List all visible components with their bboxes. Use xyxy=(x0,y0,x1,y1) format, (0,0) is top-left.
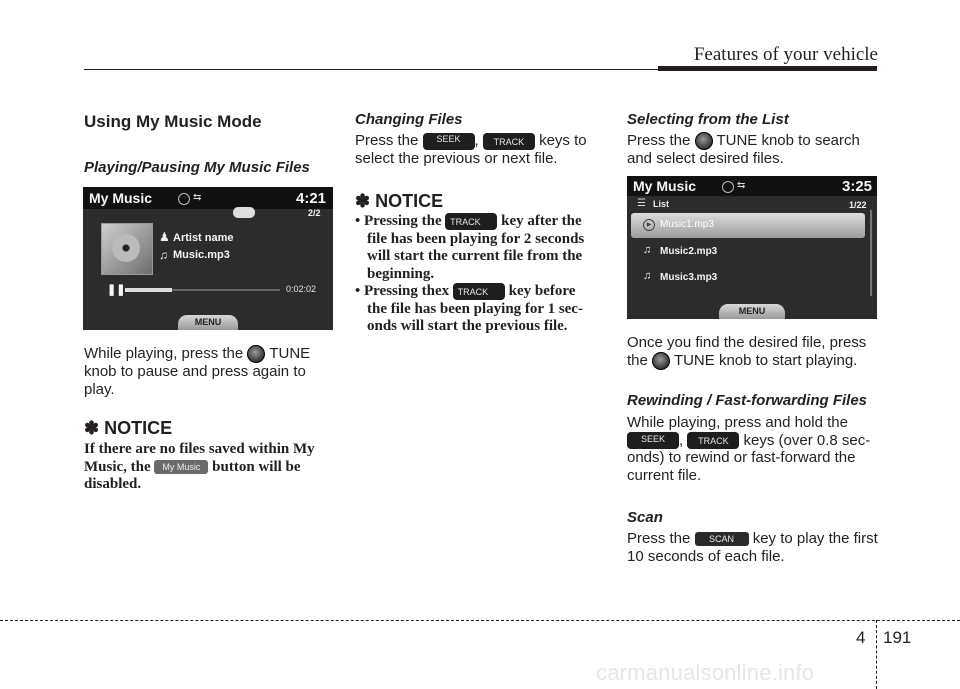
notice-title: ✽ NOTICE xyxy=(355,191,444,211)
artist-name: Artist name xyxy=(173,232,234,244)
text-fragment: 10 seconds of each file. xyxy=(627,547,785,565)
my-music-key-icon: My Music xyxy=(154,460,208,474)
person-icon: ♟ xyxy=(159,230,170,244)
disc-icon xyxy=(178,193,190,205)
subheading-scan: Scan xyxy=(627,509,663,526)
screen-title: My Music xyxy=(633,178,697,194)
track-counter: 2/2 xyxy=(308,208,321,218)
usb-icon: ⇆ xyxy=(737,180,746,191)
selecting-text xyxy=(627,132,879,168)
my-music-list-screen xyxy=(627,176,877,319)
text-fragment: Press the xyxy=(355,132,419,149)
tune-knob-icon xyxy=(652,352,670,370)
scan-key-icon: SCAN xyxy=(695,532,749,546)
list-item xyxy=(355,283,607,336)
text-fragment: beginning. xyxy=(367,265,435,282)
key-label: TRACK xyxy=(450,217,481,228)
list-item-label[interactable]: Music2.mp3 xyxy=(660,246,718,257)
notice-bullets xyxy=(355,213,607,336)
scrollbar[interactable] xyxy=(870,210,872,296)
watermark: carmanualsonline.info xyxy=(596,660,815,685)
list-item xyxy=(355,213,607,283)
section-heading: Using My Music Mode xyxy=(84,112,262,131)
text-fragment: button will be xyxy=(212,458,301,475)
key-label: TRACK xyxy=(457,287,489,298)
key-label: SEEK xyxy=(436,134,461,145)
seek-key-icon xyxy=(423,133,475,150)
key-label: TRACK xyxy=(493,136,525,147)
text-fragment: current file. xyxy=(627,466,702,484)
text-fragment: keys to xyxy=(539,132,587,149)
text-fragment: onds) to rewind or fast-forward the xyxy=(627,449,856,467)
changing-files-text xyxy=(355,132,607,167)
text-fragment: Press the xyxy=(627,132,691,149)
text-fragment: key before xyxy=(508,283,576,299)
text-fragment: While playing, press and hold the xyxy=(627,414,848,431)
text-fragment: will start the current file from the xyxy=(367,248,583,264)
running-header: Features of your vehicle xyxy=(693,44,878,65)
note-icon: ♫ xyxy=(643,270,652,282)
list-item-label[interactable]: Music3.mp3 xyxy=(660,272,718,283)
progress-track xyxy=(125,289,280,291)
list-item-label: Music1.mp3 xyxy=(660,219,714,230)
chapter-number: 4 xyxy=(856,628,866,647)
subheading-rewinding: Rewinding / Fast-forwarding Files xyxy=(627,392,868,409)
text-fragment: • Pressing thex xyxy=(355,283,450,299)
footer-divider xyxy=(876,620,877,689)
start-playing-text xyxy=(627,334,879,370)
text-fragment: Once you find the desired file, press xyxy=(627,334,867,351)
elapsed-time: 0:02:02 xyxy=(286,284,317,294)
text-fragment: keys (over 0.8 sec- xyxy=(743,431,871,449)
text-fragment: TUNE knob to start playing. xyxy=(673,351,858,369)
menu-tab: MENU xyxy=(178,315,238,330)
tune-knob-icon xyxy=(247,345,265,363)
text-fragment: key after the xyxy=(501,213,582,229)
text-fragment: disabled. xyxy=(84,476,142,492)
header-rule xyxy=(84,69,877,70)
text-fragment: select the previous or next file. xyxy=(355,149,558,167)
scan-text xyxy=(627,530,879,565)
text-fragment: key to play the first xyxy=(752,530,878,547)
text-fragment: and select desired files. xyxy=(627,150,784,168)
pause-icon: ❚❚ xyxy=(107,284,126,296)
page-number: 191 xyxy=(883,628,912,647)
clock: 3:25 xyxy=(842,178,873,195)
list-label: List xyxy=(653,199,670,209)
track-key-icon xyxy=(445,213,497,230)
progress-fill xyxy=(125,288,172,292)
text-fragment: While playing, press the xyxy=(84,345,244,362)
album-art xyxy=(101,223,153,275)
repeat-mode-icon xyxy=(233,207,255,218)
file-counter: 1/22 xyxy=(849,200,867,210)
text-fragment: If there are no files saved within My xyxy=(84,441,315,457)
text-fragment: knob to pause and press again to xyxy=(84,363,306,381)
list-item-selected[interactable] xyxy=(631,213,865,238)
text-fragment: onds will start the previous file. xyxy=(367,318,568,334)
text-fragment: • Pressing the xyxy=(355,213,442,229)
subheading-selecting-list: Selecting from the List xyxy=(627,111,789,128)
subheading-changing-files: Changing Files xyxy=(355,111,463,128)
text-fragment: Press the xyxy=(627,530,691,547)
note-icon: ♫ xyxy=(643,244,652,256)
key-label: SEEK xyxy=(640,433,665,444)
menu-tab: MENU xyxy=(719,304,785,319)
usb-icon: ⇆ xyxy=(193,192,202,203)
list-icon: ☰ xyxy=(637,198,646,209)
rewinding-text xyxy=(627,414,879,484)
play-icon: ▶ xyxy=(643,219,655,231)
file-name: Music.mp3 xyxy=(173,249,230,261)
screen-title: My Music xyxy=(89,190,153,206)
seek-key-icon xyxy=(627,432,679,449)
cd-icon xyxy=(112,234,140,262)
text-fragment: play. xyxy=(84,380,115,398)
tune-knob-icon xyxy=(695,132,713,150)
text-fragment: the xyxy=(627,351,648,369)
notice-text xyxy=(84,441,336,494)
track-key-icon xyxy=(483,133,535,150)
text-fragment: TUNE xyxy=(269,345,311,362)
text-fragment: the file has been playing for 1 sec- xyxy=(367,300,583,317)
track-key-icon xyxy=(453,283,505,300)
subheading-playing-pausing: Playing/Pausing My Music Files xyxy=(84,159,310,176)
key-label: TRACK xyxy=(698,436,729,447)
notice-title: ✽ NOTICE xyxy=(84,418,173,438)
clock: 4:21 xyxy=(296,190,327,207)
text-fragment: TUNE knob to search xyxy=(716,132,860,149)
note-icon: ♫ xyxy=(159,248,168,262)
text-fragment: , xyxy=(474,132,479,149)
track-key-icon xyxy=(687,432,739,449)
disc-icon xyxy=(722,181,734,193)
text-fragment: Music, the xyxy=(84,458,151,475)
text-fragment: , xyxy=(679,431,684,449)
text-fragment: file has been playing for 2 seconds xyxy=(367,230,585,247)
footer-rule xyxy=(0,620,960,621)
playing-instructions xyxy=(84,345,334,398)
my-music-playback-screen xyxy=(83,187,333,330)
